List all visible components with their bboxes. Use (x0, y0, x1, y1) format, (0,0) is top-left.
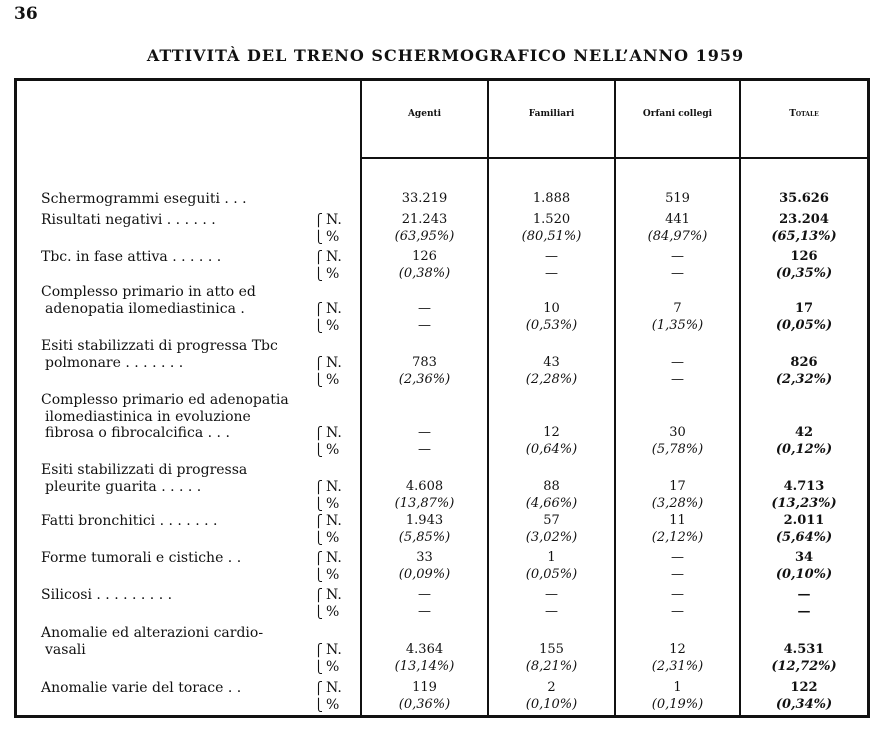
table-cell: (13,14%) (394, 659, 455, 674)
unit-text: N. (326, 355, 342, 371)
unit-text: N. (326, 249, 342, 265)
row-label: Schermogrammi eseguiti . . . (41, 191, 247, 207)
table-cell: (0,05%) (775, 318, 833, 333)
table-cell: — (418, 442, 431, 457)
table-cell: 119 (412, 680, 437, 695)
table-cell: (13,23%) (771, 496, 837, 511)
table-cell: — (797, 604, 811, 619)
table-cell: (0,38%) (398, 266, 451, 281)
brace-mark: ⎩ (314, 267, 323, 281)
unit-text: N. (326, 587, 342, 603)
unit-text: N. (326, 425, 342, 441)
unit-label (314, 318, 339, 334)
column-header-agenti: Agenti (407, 109, 442, 119)
table-cell: 1 (547, 550, 556, 565)
table-cell: (5,78%) (651, 442, 704, 457)
unit-label (314, 372, 339, 388)
unit-text: % (326, 442, 340, 458)
table-cell: (1,35%) (651, 318, 704, 333)
table-cell: 35.626 (779, 191, 829, 206)
brace-mark: ⎩ (314, 373, 323, 387)
table-cell: (0,12%) (775, 442, 833, 457)
page-number: 36 (14, 4, 38, 24)
table-cell: (8,21%) (525, 659, 578, 674)
unit-label (314, 229, 339, 245)
column-header-orfani-collegi: Orfani collegi (642, 109, 713, 119)
table-cell: 4.608 (405, 479, 444, 494)
unit-text: N. (326, 301, 342, 317)
table-cell: (2,12%) (651, 530, 704, 545)
unit-label (314, 659, 339, 675)
table-cell: 1.888 (532, 191, 571, 206)
table-cell: 30 (669, 425, 686, 440)
table-cell: (4,66%) (525, 496, 578, 511)
unit-label (314, 513, 342, 529)
unit-label (314, 604, 339, 620)
unit-text: % (326, 567, 340, 583)
table-cell: (63,95%) (394, 229, 455, 244)
brace-mark: ⎩ (314, 531, 323, 545)
table-cell: — (671, 567, 684, 582)
table-cell: 33.219 (401, 191, 448, 206)
row-label: fibrosa o fibrocalcifica . . . (45, 425, 230, 441)
unit-label (314, 355, 342, 371)
table-cell: (0,10%) (525, 697, 578, 712)
brace-mark: ⎧ (314, 302, 323, 316)
table-cell: 11 (669, 513, 686, 528)
brace-mark: ⎧ (314, 480, 323, 494)
unit-label (314, 530, 339, 546)
row-label: Complesso primario in atto ed (41, 284, 256, 300)
unit-label (314, 249, 342, 265)
table-cell: (0,09%) (398, 567, 451, 582)
table-cell: (65,13%) (771, 229, 837, 244)
table-cell: 33 (416, 550, 433, 565)
column-header-familiari: Familiari (528, 109, 575, 119)
unit-label (314, 680, 342, 696)
unit-text: N. (326, 642, 342, 658)
brace-mark: ⎧ (314, 250, 323, 264)
unit-label (314, 697, 339, 713)
row-label: Risultati negativi . . . . . . (41, 212, 216, 228)
table-cell: 122 (790, 680, 818, 695)
table-cell: 826 (790, 355, 818, 370)
brace-mark: ⎧ (314, 681, 323, 695)
header-rule (360, 157, 867, 159)
unit-label (314, 442, 339, 458)
table-cell: (2,28%) (525, 372, 578, 387)
brace-mark: ⎩ (314, 568, 323, 582)
document-title: ATTIVITÀ DEL TRENO SCHERMOGRAFICO NELL’ANNO 1959 (146, 46, 745, 65)
unit-text: N. (326, 513, 342, 529)
unit-text: % (326, 318, 340, 334)
table-cell: 4.713 (783, 479, 825, 494)
table-cell: 17 (669, 479, 686, 494)
brace-mark: ⎩ (314, 660, 323, 674)
table-cell: 23.204 (779, 212, 829, 227)
table-cell: 155 (539, 642, 564, 657)
table-cell: (0,36%) (398, 697, 451, 712)
table-cell: 12 (669, 642, 686, 657)
brace-mark: ⎩ (314, 698, 323, 712)
table-cell: (0,53%) (525, 318, 578, 333)
unit-text: N. (326, 479, 342, 495)
unit-text: % (326, 229, 340, 245)
table-cell: 12 (543, 425, 560, 440)
row-label: ilomediastinica in evoluzione (45, 409, 251, 425)
table-cell: — (418, 301, 431, 316)
unit-text: % (326, 697, 340, 713)
table-cell: (12,72%) (771, 659, 837, 674)
table-cell: 2.011 (783, 513, 825, 528)
unit-label (314, 212, 342, 228)
row-label: adenopatia ilomediastinica . (45, 301, 245, 317)
row-label: Complesso primario ed adenopatia (41, 392, 289, 408)
unit-label (314, 496, 339, 512)
unit-label (314, 550, 342, 566)
table-cell: — (418, 318, 431, 333)
table-cell: 57 (543, 513, 560, 528)
unit-text: % (326, 496, 340, 512)
table-cell: (0,35%) (775, 266, 833, 281)
unit-label (314, 425, 342, 441)
table-cell: 4.364 (405, 642, 444, 657)
table-cell: 441 (665, 212, 690, 227)
unit-label (314, 301, 342, 317)
brace-mark: ⎧ (314, 426, 323, 440)
table-cell: — (418, 587, 431, 602)
table-cell: 10 (543, 301, 560, 316)
row-label: pleurite guarita . . . . . (45, 479, 202, 495)
table-cell: (0,10%) (775, 567, 833, 582)
table-cell: (0,34%) (775, 697, 833, 712)
unit-text: % (326, 530, 340, 546)
brace-mark: ⎧ (314, 514, 323, 528)
table-cell: (5,85%) (398, 530, 451, 545)
table-cell: — (671, 604, 684, 619)
row-label: Esiti stabilizzati di progressa Tbc (41, 338, 278, 354)
brace-mark: ⎩ (314, 319, 323, 333)
table-cell: 783 (412, 355, 437, 370)
brace-mark: ⎧ (314, 588, 323, 602)
row-label: Anomalie varie del torace . . (41, 680, 242, 696)
table-cell: 34 (794, 550, 814, 565)
row-label: Anomalie ed alterazioni cardio- (41, 625, 264, 641)
table-cell: (2,32%) (775, 372, 833, 387)
unit-label (314, 567, 339, 583)
brace-mark: ⎧ (314, 551, 323, 565)
brace-mark: ⎩ (314, 443, 323, 457)
table-cell: — (671, 550, 684, 565)
unit-label (314, 479, 342, 495)
table-cell: — (797, 587, 811, 602)
table-cell: — (671, 249, 684, 264)
brace-mark: ⎧ (314, 356, 323, 370)
table-cell: — (545, 587, 558, 602)
unit-text: % (326, 659, 340, 675)
table-cell: — (545, 266, 558, 281)
unit-label (314, 642, 342, 658)
table-cell: 43 (543, 355, 560, 370)
table-cell: 2 (547, 680, 556, 695)
table-cell: (0,05%) (525, 567, 578, 582)
statistics-table (14, 78, 870, 718)
unit-text: N. (326, 212, 342, 228)
table-cell: 17 (794, 301, 814, 316)
table-cell: (5,64%) (775, 530, 833, 545)
unit-text: % (326, 266, 340, 282)
table-cell: (0,19%) (651, 697, 704, 712)
table-cell: (0,64%) (525, 442, 578, 457)
brace-mark: ⎩ (314, 230, 323, 244)
column-header-totale: Totale (789, 109, 819, 119)
table-cell: (13,87%) (394, 496, 455, 511)
unit-text: N. (326, 680, 342, 696)
table-cell: (84,97%) (647, 229, 708, 244)
table-cell: 126 (412, 249, 437, 264)
row-label: vasali (45, 642, 86, 658)
table-cell: 7 (673, 301, 682, 316)
table-cell: 126 (790, 249, 818, 264)
table-cell: — (671, 587, 684, 602)
table-cell: — (671, 372, 684, 387)
row-label: Silicosi . . . . . . . . . (41, 587, 173, 603)
table-cell: 21.243 (401, 212, 448, 227)
row-label: Fatti bronchitici . . . . . . . (41, 513, 218, 529)
brace-mark: ⎧ (314, 213, 323, 227)
table-cell: — (418, 604, 431, 619)
table-cell: — (545, 249, 558, 264)
table-cell: — (418, 425, 431, 440)
unit-label (314, 266, 339, 282)
table-cell: 1.520 (532, 212, 571, 227)
unit-text: N. (326, 550, 342, 566)
table-cell: (80,51%) (521, 229, 582, 244)
unit-text: % (326, 372, 340, 388)
table-cell: (3,02%) (525, 530, 578, 545)
row-label: polmonare . . . . . . . (45, 355, 184, 371)
table-cell: 519 (665, 191, 690, 206)
table-cell: 1 (673, 680, 682, 695)
row-label: Esiti stabilizzati di progressa (41, 462, 248, 478)
table-cell: — (671, 266, 684, 281)
table-cell: 88 (543, 479, 560, 494)
table-cell: — (545, 604, 558, 619)
table-cell: (2,36%) (398, 372, 451, 387)
row-label: Tbc. in fase attiva . . . . . . (41, 249, 222, 265)
unit-label (314, 587, 342, 603)
table-cell: — (671, 355, 684, 370)
unit-text: % (326, 604, 340, 620)
brace-mark: ⎧ (314, 643, 323, 657)
brace-mark: ⎩ (314, 605, 323, 619)
row-label: Forme tumorali e cistiche . . (41, 550, 242, 566)
brace-mark: ⎩ (314, 497, 323, 511)
table-cell: (3,28%) (651, 496, 704, 511)
table-cell: 1.943 (405, 513, 444, 528)
table-cell: (2,31%) (651, 659, 704, 674)
table-cell: 42 (794, 425, 814, 440)
table-cell: 4.531 (783, 642, 825, 657)
